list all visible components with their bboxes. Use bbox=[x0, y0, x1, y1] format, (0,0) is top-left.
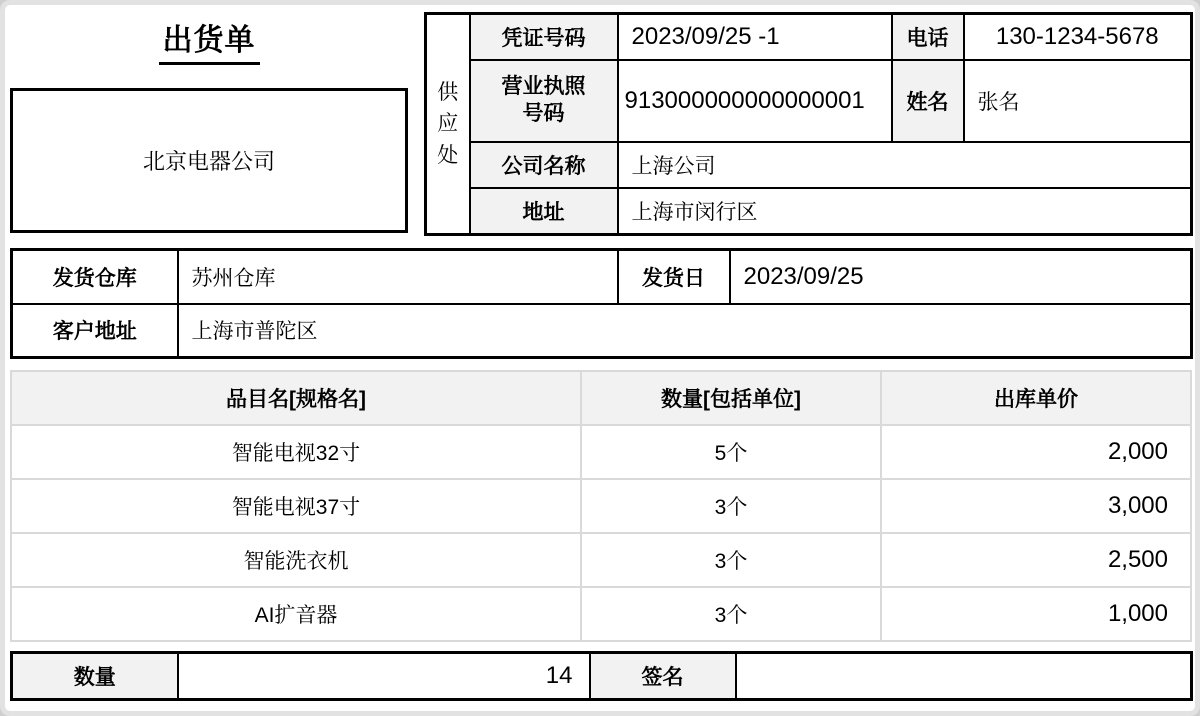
item-row bbox=[11, 425, 1191, 479]
item-price-cell: 2,500 bbox=[881, 533, 1191, 587]
items-header-price: 出库单价 bbox=[881, 371, 1191, 425]
supplier-address-label: 地址 bbox=[470, 188, 618, 235]
item-name-cell: 智能电视37寸 bbox=[11, 479, 581, 533]
company-name-label: 公司名称 bbox=[470, 142, 618, 188]
item-row bbox=[11, 479, 1191, 533]
supplier-address-value: 上海市闵行区 bbox=[618, 188, 1192, 235]
total-quantity-value: 14 bbox=[178, 653, 590, 700]
phone-label: 电话 bbox=[892, 14, 964, 60]
voucher-number-label: 凭证号码 bbox=[470, 14, 618, 60]
item-row bbox=[11, 533, 1191, 587]
item-qty-cell: 3个 bbox=[581, 587, 881, 641]
voucher-number-value: 2023/09/25 -1 bbox=[618, 14, 892, 60]
item-qty-cell: 3个 bbox=[581, 479, 881, 533]
warehouse-label: 发货仓库 bbox=[12, 250, 178, 304]
ship-date-label: 发货日 bbox=[618, 250, 730, 304]
items-header-item: 品目名[规格名] bbox=[11, 371, 581, 425]
total-quantity-label: 数量 bbox=[12, 653, 178, 700]
item-row bbox=[11, 587, 1191, 641]
item-name-cell: AI扩音器 bbox=[11, 587, 581, 641]
contact-name-value: 张名 bbox=[964, 60, 1192, 142]
phone-value: 130-1234-5678 bbox=[964, 14, 1192, 60]
item-name-cell: 智能电视32寸 bbox=[11, 425, 581, 479]
item-price-cell: 3,000 bbox=[881, 479, 1191, 533]
item-price-cell: 2,000 bbox=[881, 425, 1191, 479]
items-table bbox=[10, 370, 1192, 642]
items-header-qty: 数量[包括单位] bbox=[581, 371, 881, 425]
shipper-company-box bbox=[10, 88, 408, 233]
item-price-cell: 1,000 bbox=[881, 587, 1191, 641]
shipping-table bbox=[10, 248, 1193, 359]
contact-name-label: 姓名 bbox=[892, 60, 964, 142]
shipper-company-name: 北京电器公司 bbox=[142, 149, 275, 174]
business-license-value: 913000000000000001 bbox=[618, 60, 892, 142]
signature-label: 签名 bbox=[590, 653, 736, 700]
company-name-value: 上海公司 bbox=[618, 142, 1192, 188]
title-area bbox=[10, 15, 408, 73]
form-title: 出货单 bbox=[159, 15, 260, 65]
supplier-table bbox=[424, 12, 1193, 236]
footer-table bbox=[10, 651, 1193, 701]
business-license-label: 营业执照号码 bbox=[470, 60, 618, 142]
ship-date-value: 2023/09/25 bbox=[730, 250, 1192, 304]
item-qty-cell: 5个 bbox=[581, 425, 881, 479]
supplier-section-label: 供应处 bbox=[426, 14, 470, 235]
item-name-cell: 智能洗衣机 bbox=[11, 533, 581, 587]
item-qty-cell: 3个 bbox=[581, 533, 881, 587]
signature-cell[interactable] bbox=[736, 653, 1192, 700]
customer-address-label: 客户地址 bbox=[12, 304, 178, 358]
customer-address-value: 上海市普陀区 bbox=[178, 304, 1192, 358]
warehouse-value: 苏州仓库 bbox=[178, 250, 618, 304]
